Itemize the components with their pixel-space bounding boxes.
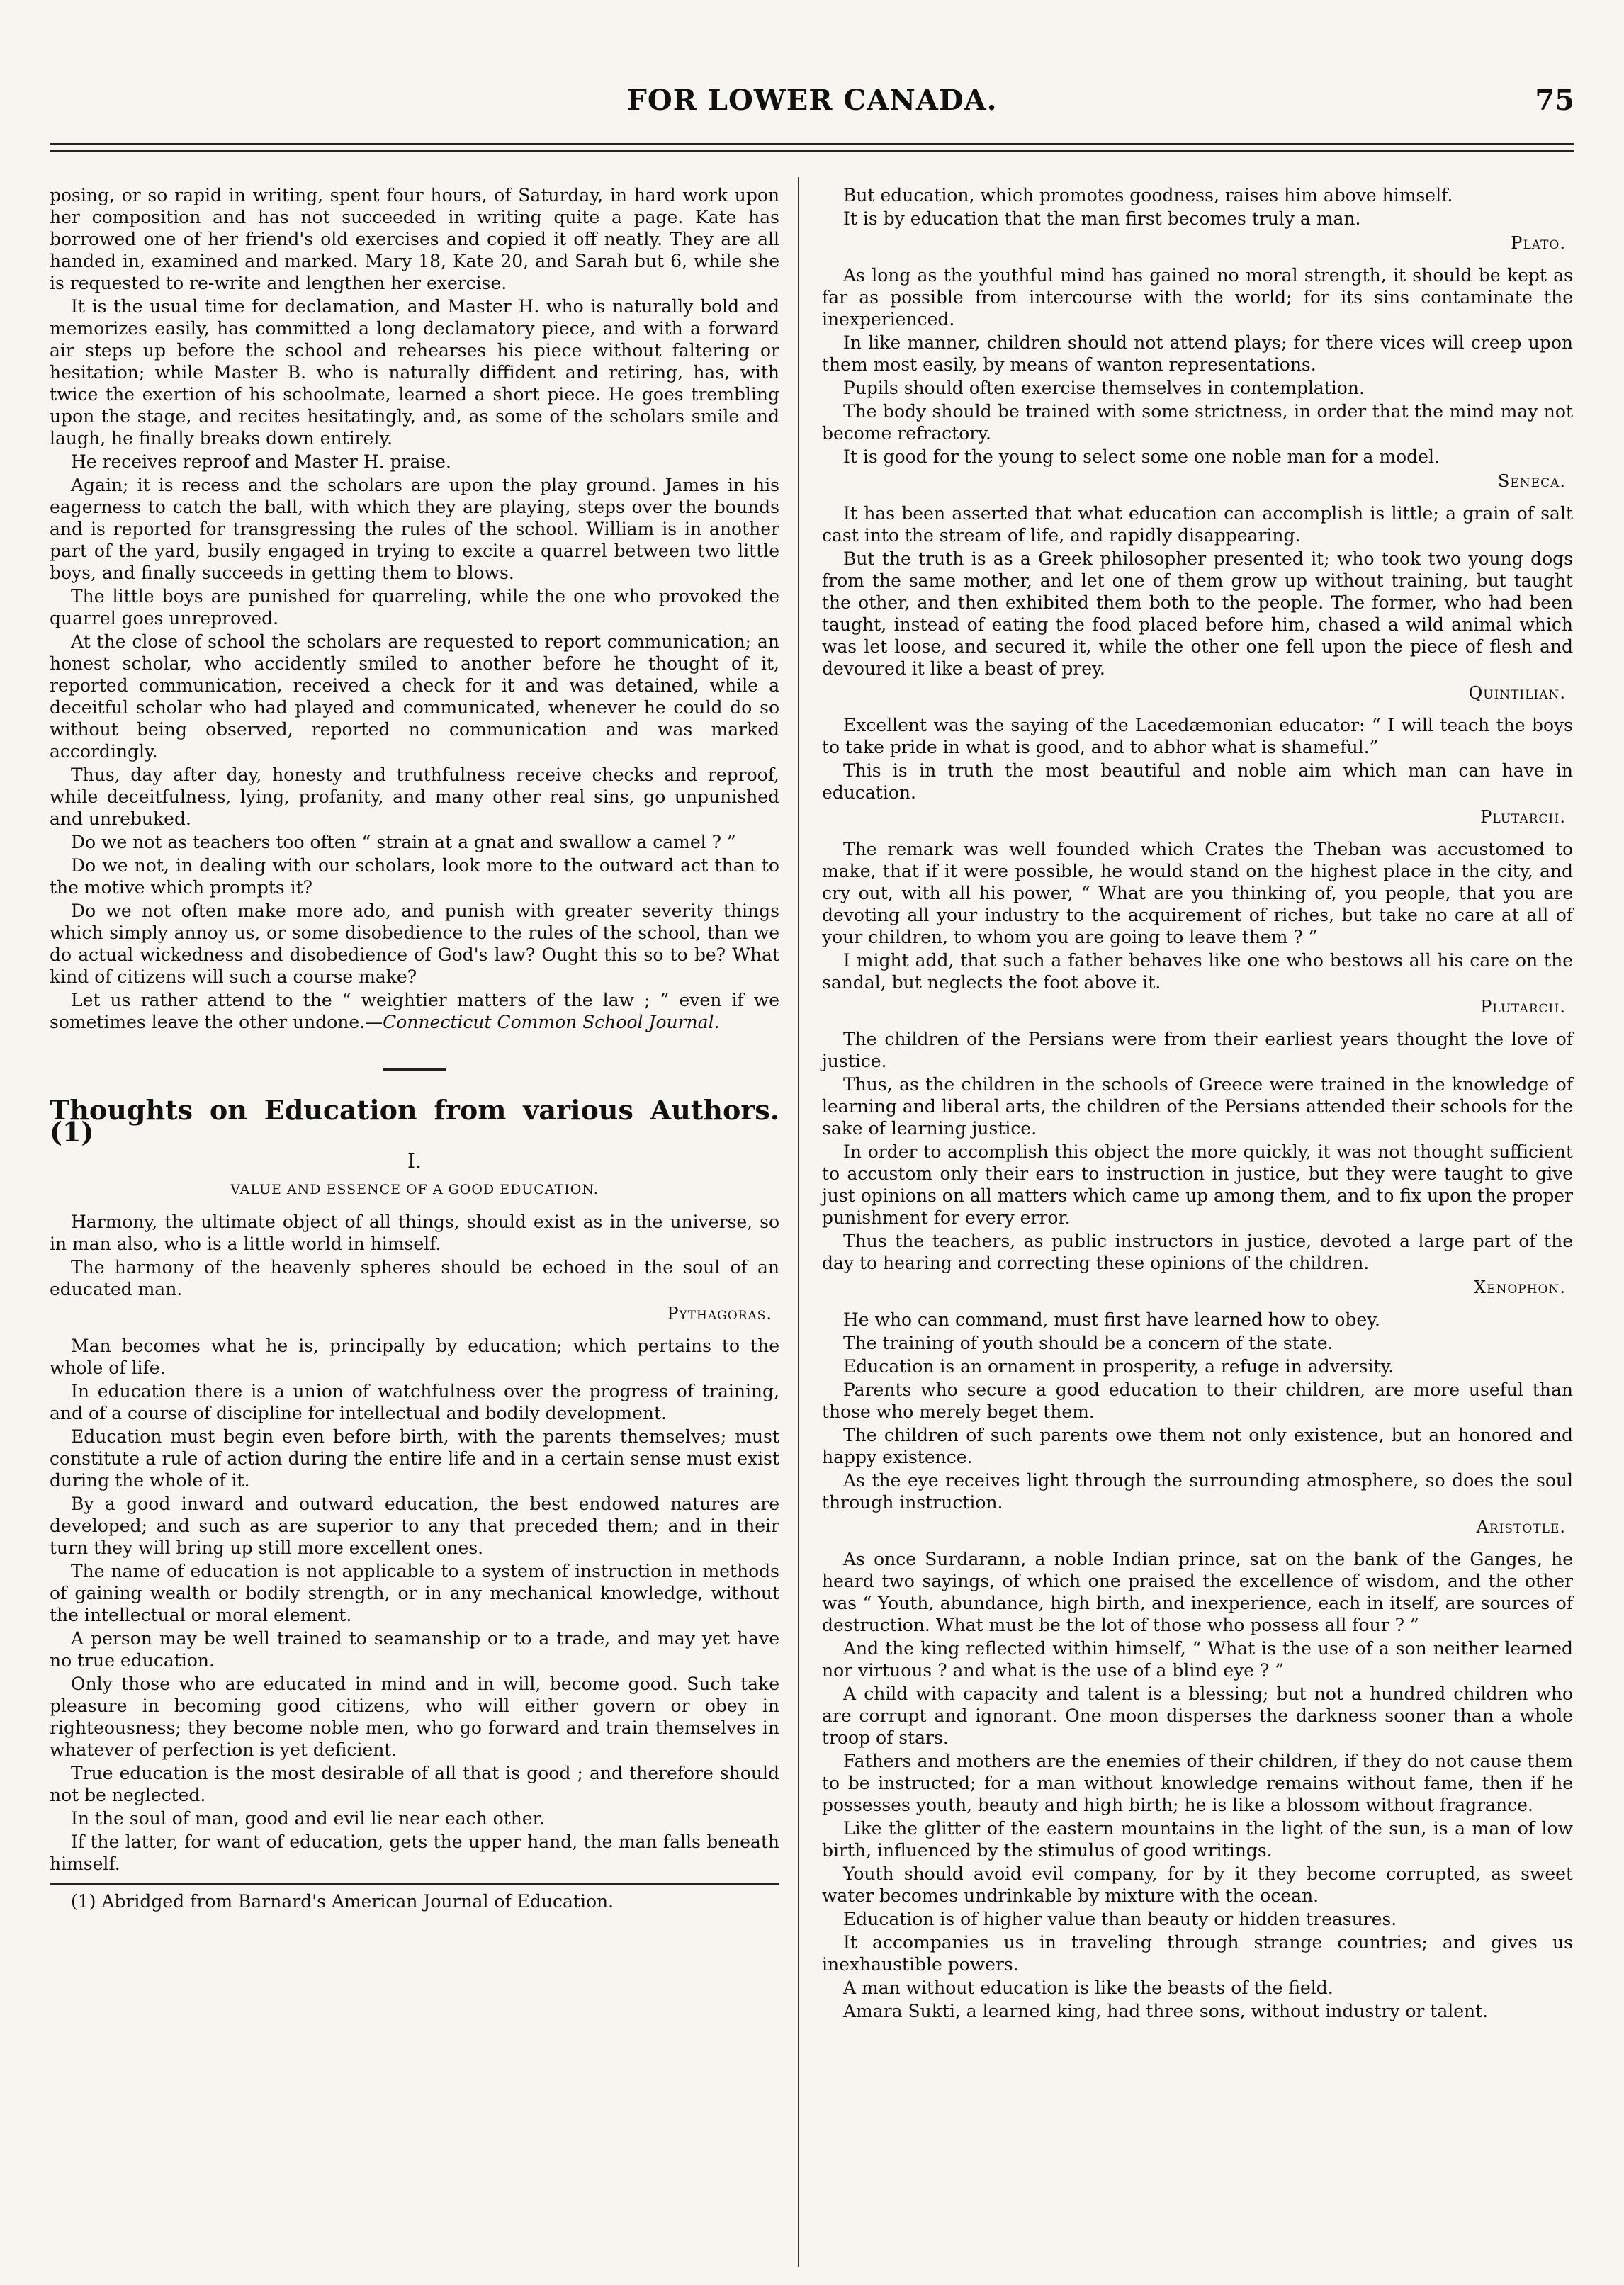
page-number: 75 <box>1535 84 1574 117</box>
quote: Man becomes what he is, principally by education; which pertains to the whole of life. <box>50 1336 779 1378</box>
quote: As once Surdarann, a noble Indian prince, sat on the bank of the Ganges, he heard two sayings, of which one praised the excellence of wisdom, and the other was “ Youth, abundance, high birth, and inexperience, each in itself, are sources of destruction. What must be the lot of those who possess all four ? ” <box>822 1549 1573 1635</box>
quote: A child with capacity and talent is a blessing; but not a hundred children who are corrupt and ignorant. One moon disperses the darkness sooner than a whole troop of stars. <box>822 1683 1573 1748</box>
paragraph: He receives reproof and Master H. praise. <box>71 451 451 472</box>
quote: In education there is a union of watchfulness over the progress of training, and of a course of discipline for intellectual and bodily development. <box>50 1381 779 1423</box>
quote: The body should be trained with some strictness, in order that the mind may not become refractory. <box>822 401 1573 444</box>
author-attribution: Pythagoras. <box>667 1304 772 1324</box>
quote: The children of the Persians were from their earliest years thought the love of justice. <box>822 1029 1573 1071</box>
quote: And the king reflected within himself, “ What is the use of a son neither learned nor virtuous ? and what is the use of a blind eye ? ” <box>822 1638 1573 1681</box>
quote: True education is the most desirable of all that is good ; and therefore should not be neglected. <box>50 1763 779 1805</box>
quote: The name of education is not applicable to a system of instruction in methods of gaining wealth or bodily strength, or in any mechanical knowledge, without the intellectual or moral element. <box>50 1561 779 1625</box>
paragraph: It is the usual time for declamation, and Master H. who is naturally bold and memorizes easily, has committed a long declamatory piece, and with a forward air steps up before the school and rehearses his piece without faltering or hesitation; while Master B. who is naturally diffident and retiring, has, with twice the exertion of his schoolmate, learned a short piece. He goes trembling upon the stage, and recites hesitatingly, and, as some of the scholars smile and laugh, he finally breaks down entirely. <box>50 296 779 448</box>
source-credit: Connecticut Common School Journal. <box>383 1012 720 1032</box>
column-divider <box>798 177 799 2267</box>
paragraph: Do we not as teachers too often “ strain at a gnat and swallow a camel ? ” <box>71 832 736 852</box>
running-title: FOR LOWER CANADA. <box>626 84 998 117</box>
left-column <box>50 184 779 1914</box>
quote: Thus the teachers, as public instructors in justice, devoted a large part of the day to hearing and correcting these opinions of the children. <box>822 1231 1573 1273</box>
quote: A person may be well trained to seamanship or to a trade, and may yet have no true education. <box>50 1628 779 1671</box>
paragraph: Do we not often make more ado, and punish with greater severity things which simply annoy us, or some disobedience to the rules of the school, than we do actual wickedness and disobedience of God's law? Ought this so to be? What kind of citizens will such a course make? <box>50 901 779 987</box>
author-attribution: Seneca. <box>1497 471 1566 491</box>
paragraph-text: Let us rather attend to the “ weightier matters of the law ; ” even if we sometimes leave the other undone.— <box>50 990 779 1032</box>
quote: Pupils should often exercise themselves in contemplation. <box>843 378 1365 398</box>
quote: The harmony of the heavenly spheres should be echoed in the soul of an educated man. <box>50 1257 779 1299</box>
footnote: (1) Abridged from Barnard's American Journal of Education. <box>71 1891 614 1912</box>
quote: It has been asserted that what education can accomplish is little; a grain of salt cast into the stream of life, and rapidly disappearing. <box>822 503 1573 546</box>
quote: Fathers and mothers are the enemies of their children, if they do not cause them to be instructed; for a man without knowledge remains without fame, then if he possesses youth, beauty and high birth; he is like a blossom without fragrance. <box>822 1751 1573 1815</box>
quote: This is in truth the most beautiful and noble aim which man can have in education. <box>822 760 1573 803</box>
quote: Amara Sukti, a learned king, had three sons, without industry or talent. <box>843 2001 1489 2021</box>
quote: Education must begin even before birth, with the parents themselves; must constitute a rule of action during the entire life and in a certain sense must exist during the whole of it. <box>50 1426 779 1491</box>
quote: It is by education that the man first becomes truly a man. <box>843 208 1361 229</box>
quote: As long as the youthful mind has gained no moral strength, it should be kept as far as possible from intercourse with the world; for its sins contaminate the inexperienced. <box>822 265 1573 329</box>
author-attribution: Quintilian. <box>1468 683 1566 703</box>
paragraph: Again; it is recess and the scholars are upon the play ground. James in his eagerness to catch the ball, with which they are playing, steps over the bounds and is reported for transgressing the rules of the school. William is in another part of the yard, busily engaged in trying to excite a quarrel between two little boys, and finally succeeds in getting them to blows. <box>50 475 779 583</box>
paragraph <box>50 989 779 1033</box>
quote: But the truth is as a Greek philosopher presented it; who took two young dogs from the same mother, and let one of them grow up without training, but taught the other, and then exhibited them both to the people. The former, who had been taught, instead of eating the food placed before him, chased a wild animal which was let loose, and secured it, while the other one fell upon the piece of flesh and devoured it like a beast of prey. <box>822 548 1573 679</box>
paragraph: Do we not, in dealing with our scholars, look more to the outward act than to the motive which prompts it? <box>50 855 779 898</box>
paragraph: Thus, day after day, honesty and truthfulness receive checks and reproof, while deceitfulness, lying, profanity, and many other real sins, go unpunished and unrebuked. <box>50 765 779 829</box>
quote: Parents who secure a good education to their children, are more useful than those who merely beget them. <box>822 1380 1573 1422</box>
quote: Thus, as the children in the schools of Greece were trained in the knowledge of learning and liberal arts, the children of the Persians attended their schools for the sake of learning justice. <box>822 1074 1573 1139</box>
right-column <box>822 184 1573 2024</box>
quote: It is good for the young to select some one noble man for a model. <box>843 446 1440 467</box>
quote: If the latter, for want of education, gets the upper hand, the man falls beneath himself. <box>50 1832 779 1874</box>
quote: It accompanies us in traveling through strange countries; and gives us inexhaustible powers. <box>822 1932 1573 1975</box>
author-attribution: Plutarch. <box>1480 997 1566 1017</box>
paragraph: At the close of school the scholars are requested to report communication; an honest scholar, who accidently smiled to another before he thought of it, reported communication, received a check for it and was detained, while a deceitful scholar who had played and communicated, whenever he could do so without being observed, reported no communication and was marked accordingly. <box>50 631 779 762</box>
header-rule-thin <box>50 150 1574 152</box>
quote: Education is an ornament in prosperity, a refuge in adversity. <box>843 1356 1394 1377</box>
section-title: Thoughts on Education from various Authors. (1) <box>50 1094 779 1148</box>
header-rule <box>50 143 1574 145</box>
quote: As the eye receives light through the surrounding atmosphere, so does the soul through instruction. <box>822 1470 1573 1513</box>
quote: Harmony, the ultimate object of all things, should exist as in the universe, so in man also, who is a little world in himself. <box>50 1212 779 1254</box>
quote: Education is of higher value than beauty or hidden treasures. <box>843 1909 1397 1929</box>
quote: In order to accomplish this object the more quickly, it was not thought sufficient to accustom only their ears to instruction in justice, but they were taught to give just opinions on all matters which came up among them, and to fix upon the proper punishment for every error. <box>822 1141 1573 1228</box>
quote: In the soul of man, good and evil lie near each other. <box>71 1808 545 1829</box>
section-number: I. <box>407 1149 422 1173</box>
quote: The remark was well founded which Crates the Theban was accustomed to make, that if it were possible, he would stand on the highest place in the city, and cry out, with all his power, “ What are you thinking of, you people, that you are devoting all your industry to the acquirement of riches, but take no care at all of your children, to whom you are going to leave them ? ” <box>822 839 1573 947</box>
author-attribution: Plato. <box>1511 233 1566 253</box>
footnote-rule <box>50 1883 779 1885</box>
quote: The children of such parents owe them not only existence, but an honored and happy existence. <box>822 1425 1573 1467</box>
quote: He who can command, must first have learned how to obey. <box>843 1309 1380 1330</box>
author-attribution: Aristotle. <box>1476 1517 1566 1537</box>
quote: Only those who are educated in mind and in will, become good. Such take pleasure in becoming good citizens, who will either govern or obey in righteousness; they become noble men, who go forward and train themselves in whatever of perfection is yet deficient. <box>50 1674 779 1760</box>
paragraph: The little boys are punished for quarreling, while the one who provoked the quarrel goes unreproved. <box>50 586 779 628</box>
quote: I might add, that such a father behaves like one who bestows all his care on the sandal, but neglects the foot above it. <box>822 950 1573 993</box>
page-header <box>43 84 1581 126</box>
quote: But education, which promotes goodness, raises him above himself. <box>843 185 1453 205</box>
paragraph: posing, or so rapid in writing, spent four hours, of Saturday, in hard work upon her composition and has not succeeded in writing quite a page. Kate has borrowed one of her friend's old exercises and copied it off neatly. They are all handed in, examined and marked. Mary 18, Kate 20, and Sarah but 6, while she is requested to re-write and lengthen her exercise. <box>50 185 779 293</box>
author-attribution: Plutarch. <box>1480 807 1566 827</box>
quote: The training of youth should be a concern of the state. <box>843 1333 1333 1353</box>
quote: Like the glitter of the eastern mountains in the light of the sun, is a man of low birth, influenced by the stimulus of good writings. <box>822 1818 1573 1861</box>
section-separator <box>383 1068 446 1071</box>
quote: In like manner, children should not attend plays; for there vices will creep upon them most easily, by means of wanton representations. <box>822 332 1573 375</box>
section-subtitle: VALUE AND ESSENCE OF A GOOD EDUCATION. <box>230 1182 599 1197</box>
quote: Excellent was the saying of the Lacedæmonian educator: “ I will teach the boys to take pride in what is good, and to abhor what is shameful.” <box>822 715 1573 757</box>
quote: Youth should avoid evil company, for by it they become corrupted, as sweet water becomes undrinkable by mixture with the ocean. <box>822 1863 1573 1906</box>
quote: By a good inward and outward education, the best endowed natures are developed; and such as are superior to any that preceded them; and in their turn they will bring up still more excellent ones. <box>50 1494 779 1558</box>
quote: A man without education is like the beasts of the field. <box>843 1977 1333 1998</box>
author-attribution: Xenophon. <box>1473 1277 1566 1297</box>
